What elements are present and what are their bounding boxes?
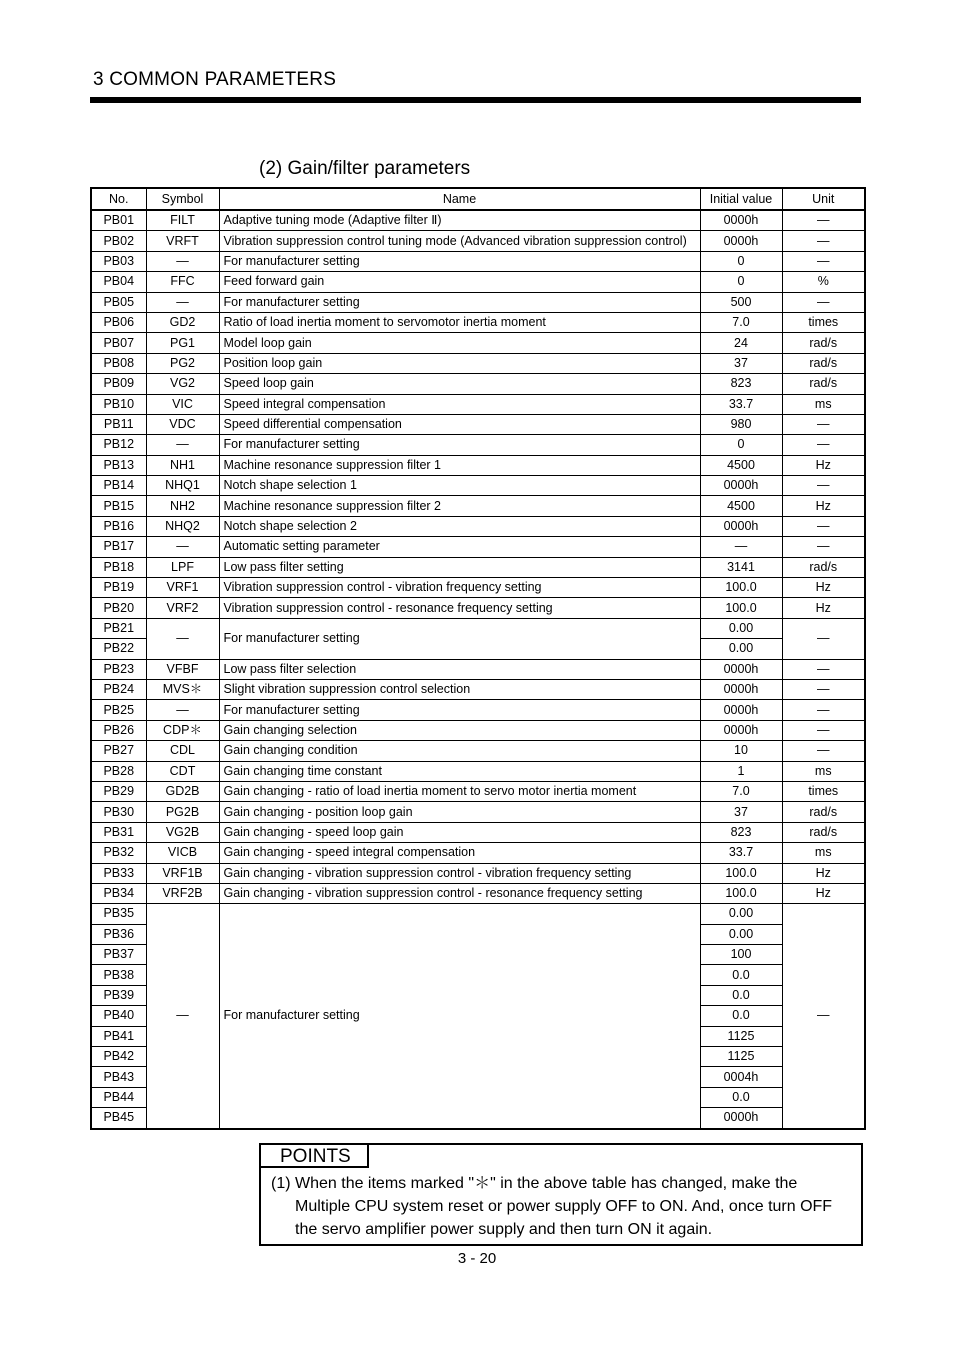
param-name: Low pass filter setting: [219, 557, 700, 577]
table-row: [91, 883, 865, 903]
param-unit: —: [782, 741, 865, 761]
param-no: PB19: [91, 578, 146, 598]
points-note: [271, 1172, 851, 1241]
param-no: PB32: [91, 843, 146, 863]
param-unit: —: [782, 904, 865, 1129]
param-unit: —: [782, 292, 865, 312]
param-symbol: NH2: [146, 496, 219, 516]
param-name: Notch shape selection 1: [219, 476, 700, 496]
points-box: [259, 1143, 863, 1246]
param-symbol: VG2B: [146, 822, 219, 842]
param-initial-value: 100.0: [700, 598, 782, 618]
param-no: PB03: [91, 251, 146, 271]
param-initial-value: 0000h: [700, 720, 782, 740]
param-name: Vibration suppression control - resonance frequency setting: [219, 598, 700, 618]
param-no: PB25: [91, 700, 146, 720]
param-symbol: GD2B: [146, 781, 219, 801]
table-row: [91, 618, 865, 638]
table-row: [91, 557, 865, 577]
table-row: [91, 802, 865, 822]
param-name: For manufacturer setting: [219, 251, 700, 271]
param-unit: —: [782, 435, 865, 455]
param-no: PB16: [91, 516, 146, 536]
param-no: PB43: [91, 1067, 146, 1087]
table-row: [91, 251, 865, 271]
param-symbol: VIC: [146, 394, 219, 414]
table-row: [91, 374, 865, 394]
param-name: Adaptive tuning mode (Adaptive filter Ⅱ): [219, 210, 700, 231]
column-header-no: No.: [91, 188, 146, 210]
param-initial-value: 0000h: [700, 231, 782, 251]
param-no: PB31: [91, 822, 146, 842]
param-initial-value: 0000h: [700, 700, 782, 720]
param-symbol: GD2: [146, 312, 219, 332]
table-row: [91, 822, 865, 842]
param-initial-value: 1125: [700, 1026, 782, 1046]
param-unit: —: [782, 231, 865, 251]
param-unit: rad/s: [782, 557, 865, 577]
param-name: Gain changing - position loop gain: [219, 802, 700, 822]
param-no: PB28: [91, 761, 146, 781]
table-row: [91, 496, 865, 516]
param-initial-value: 33.7: [700, 843, 782, 863]
param-initial-value: 0.00: [700, 618, 782, 638]
param-unit: —: [782, 537, 865, 557]
param-symbol: VRF2B: [146, 883, 219, 903]
param-name: Low pass filter selection: [219, 659, 700, 679]
param-symbol: VRF2: [146, 598, 219, 618]
param-symbol: PG2B: [146, 802, 219, 822]
param-unit: —: [782, 618, 865, 659]
param-unit: Hz: [782, 863, 865, 883]
param-unit: —: [782, 659, 865, 679]
param-name: Gain changing condition: [219, 741, 700, 761]
param-name: Gain changing selection: [219, 720, 700, 740]
param-no: PB41: [91, 1026, 146, 1046]
param-no: PB09: [91, 374, 146, 394]
param-no: PB23: [91, 659, 146, 679]
table-row: [91, 741, 865, 761]
table-row: [91, 761, 865, 781]
param-unit: Hz: [782, 496, 865, 516]
param-no: PB29: [91, 781, 146, 801]
param-symbol: VDC: [146, 414, 219, 434]
param-initial-value: 100.0: [700, 883, 782, 903]
param-initial-value: 0.0: [700, 965, 782, 985]
table-row: [91, 516, 865, 536]
column-header-initial-value: Initial value: [700, 188, 782, 210]
param-initial-value: 37: [700, 353, 782, 373]
param-unit: Hz: [782, 598, 865, 618]
param-initial-value: 3141: [700, 557, 782, 577]
param-name: Vibration suppression control tuning mode (Advanced vibration suppression control): [219, 231, 700, 251]
param-symbol: FFC: [146, 272, 219, 292]
gain-filter-parameter-table: [90, 187, 866, 1130]
param-name: Speed loop gain: [219, 374, 700, 394]
param-initial-value: 33.7: [700, 394, 782, 414]
table-row: [91, 210, 865, 231]
param-name: Gain changing - vibration suppression control - vibration frequency setting: [219, 863, 700, 883]
param-unit: ms: [782, 843, 865, 863]
param-symbol: PG2: [146, 353, 219, 373]
table-row: [91, 720, 865, 740]
param-symbol: VRFT: [146, 231, 219, 251]
param-unit: rad/s: [782, 374, 865, 394]
param-unit: %: [782, 272, 865, 292]
param-no: PB08: [91, 353, 146, 373]
param-initial-value: 24: [700, 333, 782, 353]
param-symbol: —: [146, 700, 219, 720]
param-no: PB10: [91, 394, 146, 414]
param-initial-value: 0.0: [700, 1087, 782, 1107]
param-no: PB30: [91, 802, 146, 822]
table-header-row: [91, 188, 865, 210]
param-no: PB12: [91, 435, 146, 455]
param-no: PB24: [91, 679, 146, 699]
param-no: PB17: [91, 537, 146, 557]
param-symbol: —: [146, 618, 219, 659]
column-header-name: Name: [219, 188, 700, 210]
header-rule: [90, 97, 861, 103]
column-header-symbol: Symbol: [146, 188, 219, 210]
param-initial-value: 0000h: [700, 659, 782, 679]
param-name: Gain changing - ratio of load inertia moment to servo motor inertia moment: [219, 781, 700, 801]
param-initial-value: 0000h: [700, 1108, 782, 1129]
table-row: [91, 781, 865, 801]
param-no: PB07: [91, 333, 146, 353]
param-symbol: NHQ1: [146, 476, 219, 496]
param-symbol: CDP＊: [146, 720, 219, 740]
param-initial-value: 0.00: [700, 639, 782, 659]
param-no: PB37: [91, 945, 146, 965]
table-row: [91, 598, 865, 618]
param-initial-value: 7.0: [700, 781, 782, 801]
param-symbol: VG2: [146, 374, 219, 394]
param-symbol: VICB: [146, 843, 219, 863]
param-no: PB20: [91, 598, 146, 618]
param-no: PB14: [91, 476, 146, 496]
param-unit: —: [782, 414, 865, 434]
param-name: For manufacturer setting: [219, 700, 700, 720]
param-no: PB06: [91, 312, 146, 332]
param-initial-value: 1: [700, 761, 782, 781]
param-no: PB05: [91, 292, 146, 312]
param-symbol: FILT: [146, 210, 219, 231]
param-symbol: —: [146, 435, 219, 455]
param-name: Speed differential compensation: [219, 414, 700, 434]
param-name: Slight vibration suppression control selection: [219, 679, 700, 699]
param-symbol: —: [146, 537, 219, 557]
param-unit: ms: [782, 394, 865, 414]
param-no: PB04: [91, 272, 146, 292]
table-row: [91, 272, 865, 292]
param-symbol: VRF1B: [146, 863, 219, 883]
param-symbol: —: [146, 904, 219, 1129]
param-unit: —: [782, 476, 865, 496]
table-row: [91, 455, 865, 475]
table-row: [91, 659, 865, 679]
param-name: For manufacturer setting: [219, 292, 700, 312]
param-name: Gain changing - speed loop gain: [219, 822, 700, 842]
param-unit: Hz: [782, 455, 865, 475]
param-name: Feed forward gain: [219, 272, 700, 292]
param-name: Machine resonance suppression filter 1: [219, 455, 700, 475]
param-name: For manufacturer setting: [219, 618, 700, 659]
param-symbol: VRF1: [146, 578, 219, 598]
table-row: [91, 312, 865, 332]
page-number: 3 - 20: [457, 1250, 497, 1267]
param-symbol: LPF: [146, 557, 219, 577]
table-row: [91, 414, 865, 434]
param-initial-value: 0.00: [700, 924, 782, 944]
param-unit: —: [782, 251, 865, 271]
param-no: PB45: [91, 1108, 146, 1129]
param-unit: ms: [782, 761, 865, 781]
param-name: Gain changing - vibration suppression control - resonance frequency setting: [219, 883, 700, 903]
param-unit: times: [782, 781, 865, 801]
table-row: [91, 435, 865, 455]
table-row: [91, 904, 865, 924]
param-unit: times: [782, 312, 865, 332]
param-no: PB33: [91, 863, 146, 883]
column-header-unit: Unit: [782, 188, 865, 210]
param-unit: —: [782, 516, 865, 536]
param-unit: —: [782, 720, 865, 740]
table-row: [91, 578, 865, 598]
param-initial-value: 7.0: [700, 312, 782, 332]
param-symbol: NHQ2: [146, 516, 219, 536]
param-no: PB02: [91, 231, 146, 251]
param-symbol: CDL: [146, 741, 219, 761]
param-initial-value: 10: [700, 741, 782, 761]
param-name: For manufacturer setting: [219, 435, 700, 455]
param-no: PB42: [91, 1047, 146, 1067]
param-name: Position loop gain: [219, 353, 700, 373]
param-symbol: MVS＊: [146, 679, 219, 699]
param-unit: rad/s: [782, 353, 865, 373]
param-initial-value: 0000h: [700, 476, 782, 496]
param-name: Model loop gain: [219, 333, 700, 353]
param-initial-value: 1125: [700, 1047, 782, 1067]
param-initial-value: 100.0: [700, 578, 782, 598]
param-no: PB18: [91, 557, 146, 577]
param-name: Machine resonance suppression filter 2: [219, 496, 700, 516]
param-no: PB22: [91, 639, 146, 659]
param-no: PB39: [91, 985, 146, 1005]
table-row: [91, 679, 865, 699]
points-item-number: (1): [271, 1175, 291, 1192]
param-initial-value: 4500: [700, 496, 782, 516]
param-unit: —: [782, 210, 865, 231]
param-no: PB40: [91, 1006, 146, 1026]
param-name: Notch shape selection 2: [219, 516, 700, 536]
section-title: (2) Gain/filter parameters: [259, 158, 471, 179]
param-no: PB38: [91, 965, 146, 985]
param-initial-value: 500: [700, 292, 782, 312]
param-no: PB34: [91, 883, 146, 903]
param-no: PB44: [91, 1087, 146, 1107]
param-name: For manufacturer setting: [219, 904, 700, 1129]
param-initial-value: 0004h: [700, 1067, 782, 1087]
param-unit: rad/s: [782, 802, 865, 822]
param-symbol: CDT: [146, 761, 219, 781]
param-name: Automatic setting parameter: [219, 537, 700, 557]
table-row: [91, 292, 865, 312]
table-row: [91, 537, 865, 557]
param-no: PB11: [91, 414, 146, 434]
param-initial-value: 0000h: [700, 679, 782, 699]
param-initial-value: 0: [700, 272, 782, 292]
param-unit: rad/s: [782, 333, 865, 353]
param-initial-value: 980: [700, 414, 782, 434]
param-initial-value: 823: [700, 822, 782, 842]
param-initial-value: 0: [700, 435, 782, 455]
param-no: PB36: [91, 924, 146, 944]
table-row: [91, 863, 865, 883]
points-label: POINTS: [261, 1145, 369, 1168]
param-initial-value: 100.0: [700, 863, 782, 883]
param-no: PB15: [91, 496, 146, 516]
param-unit: Hz: [782, 883, 865, 903]
param-name: Ratio of load inertia moment to servomotor inertia moment: [219, 312, 700, 332]
param-initial-value: 823: [700, 374, 782, 394]
param-unit: —: [782, 679, 865, 699]
param-name: Gain changing time constant: [219, 761, 700, 781]
param-initial-value: 4500: [700, 455, 782, 475]
param-initial-value: 0.0: [700, 1006, 782, 1026]
table-row: [91, 843, 865, 863]
param-initial-value: 37: [700, 802, 782, 822]
param-no: PB21: [91, 618, 146, 638]
param-symbol: VFBF: [146, 659, 219, 679]
param-name: Vibration suppression control - vibration frequency setting: [219, 578, 700, 598]
param-initial-value: 0.0: [700, 985, 782, 1005]
param-no: PB13: [91, 455, 146, 475]
param-no: PB35: [91, 904, 146, 924]
param-no: PB01: [91, 210, 146, 231]
table-row: [91, 333, 865, 353]
table-row: [91, 476, 865, 496]
param-initial-value: 0000h: [700, 516, 782, 536]
param-name: Gain changing - speed integral compensation: [219, 843, 700, 863]
param-symbol: —: [146, 251, 219, 271]
param-symbol: PG1: [146, 333, 219, 353]
table-row: [91, 394, 865, 414]
param-initial-value: 100: [700, 945, 782, 965]
points-item-text: When the items marked "＊" in the above table has changed, make the Multiple CPU system reset or power supply OFF to ON. And, once turn OFF the servo amplifier power supply and then turn ON it again.: [295, 1175, 833, 1238]
param-unit: rad/s: [782, 822, 865, 842]
table-row: [91, 231, 865, 251]
table-row: [91, 700, 865, 720]
param-initial-value: 0: [700, 251, 782, 271]
param-unit: Hz: [782, 578, 865, 598]
param-name: Speed integral compensation: [219, 394, 700, 414]
param-no: PB26: [91, 720, 146, 740]
param-symbol: —: [146, 292, 219, 312]
param-initial-value: 0000h: [700, 210, 782, 231]
param-symbol: NH1: [146, 455, 219, 475]
chapter-heading: 3 COMMON PARAMETERS: [93, 69, 337, 90]
param-initial-value: 0.00: [700, 904, 782, 924]
param-initial-value: —: [700, 537, 782, 557]
param-unit: —: [782, 700, 865, 720]
table-row: [91, 353, 865, 373]
param-no: PB27: [91, 741, 146, 761]
